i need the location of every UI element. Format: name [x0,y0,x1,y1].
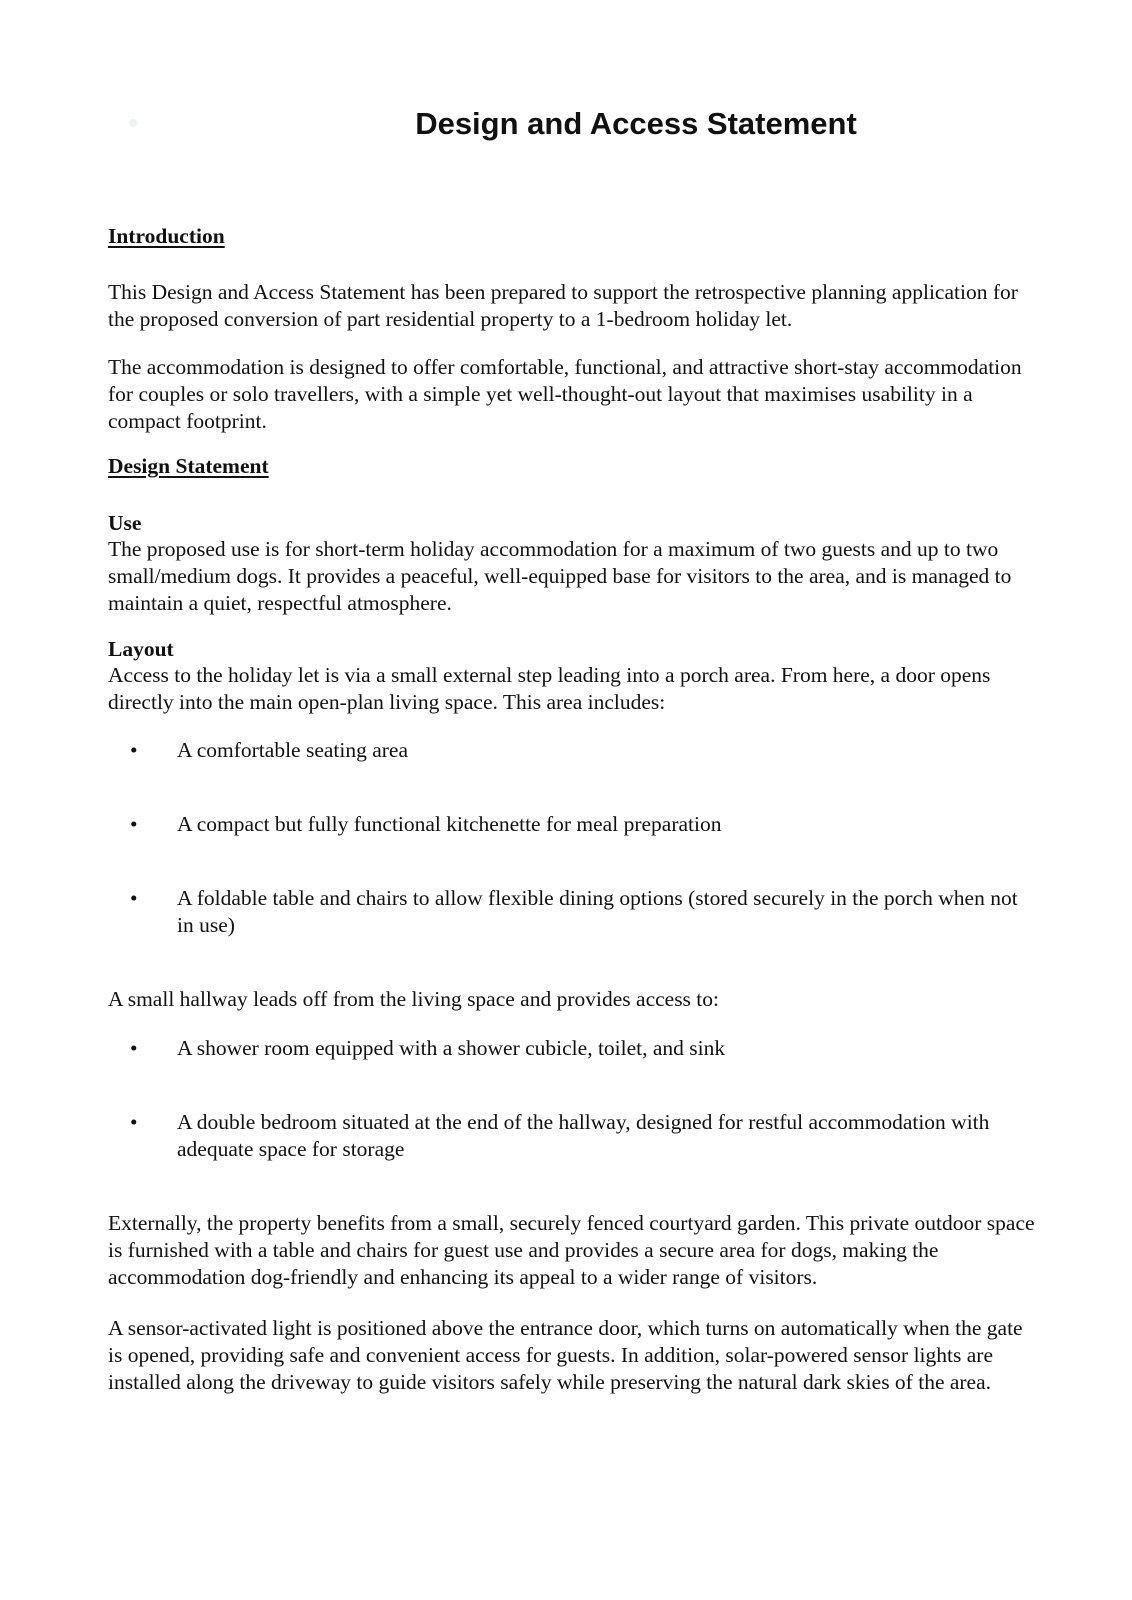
bullet-icon: • [130,886,138,910]
document-title: Design and Access Statement [415,106,857,141]
list-item-text: A compact but fully functional kitchenette for meal preparation [177,812,722,836]
bullet-icon: • [130,1036,138,1060]
layout-heading: Layout [108,637,174,661]
layout-paragraph: Access to the holiday let is via a small external step leading into a porch area. From here, a door opens directly into the main open-plan living space. This area includes: [108,663,991,714]
list-item [108,1035,1038,1062]
list-item [108,737,1038,764]
list-item [108,1109,1038,1163]
introduction-heading: Introduction [108,224,225,248]
list-item [108,811,1038,838]
bullet-icon: • [130,812,138,836]
hallway-paragraph: A small hallway leads off from the living space and provides access to: [108,987,719,1011]
design-statement-heading: Design Statement [108,454,269,478]
introduction-paragraph-1: This Design and Access Statement has been prepared to support the retrospective planning application for the proposed conversion of part residential property to a 1-bedroom holiday let. [108,280,1018,331]
bullet-icon: • [130,738,138,762]
use-paragraph: The proposed use is for short-term holiday accommodation for a maximum of two guests and up to two small/medium dogs. It provides a peaceful, well-equipped base for visitors to the area, and is managed to maintain a quiet, respectful atmosphere. [108,537,1012,615]
external-paragraph: Externally, the property benefits from a small, securely fenced courtyard garden. This private outdoor space is furnished with a table and chairs for guest use and provides a secure area for dogs, making the accommodation dog-friendly and enhancing its appeal to a wider range of visitors. [108,1211,1035,1289]
list-item-text: A foldable table and chairs to allow flexible dining options (stored securely in the porch when not in use) [177,886,1018,937]
use-heading: Use [108,511,142,535]
list-item-text: A double bedroom situated at the end of the hallway, designed for restful accommodation with adequate space for storage [177,1110,990,1161]
list-item [108,885,1038,939]
introduction-paragraph-2: The accommodation is designed to offer comfortable, functional, and attractive short-stay accommodation for couples or solo travellers, with a simple yet well-thought-out layout that maximises usability in a compact footprint. [108,355,1022,433]
list-item-text: A comfortable seating area [177,738,409,762]
list-item-text: A shower room equipped with a shower cubicle, toilet, and sink [177,1036,726,1060]
lighting-paragraph: A sensor-activated light is positioned above the entrance door, which turns on automatically when the gate is opened, providing safe and convenient access for guests. In addition, solar-powered sensor lights are installed along the driveway to guide visitors safely while preserving the natural dark skies of the area. [108,1316,1023,1394]
bullet-icon: • [130,1110,138,1134]
